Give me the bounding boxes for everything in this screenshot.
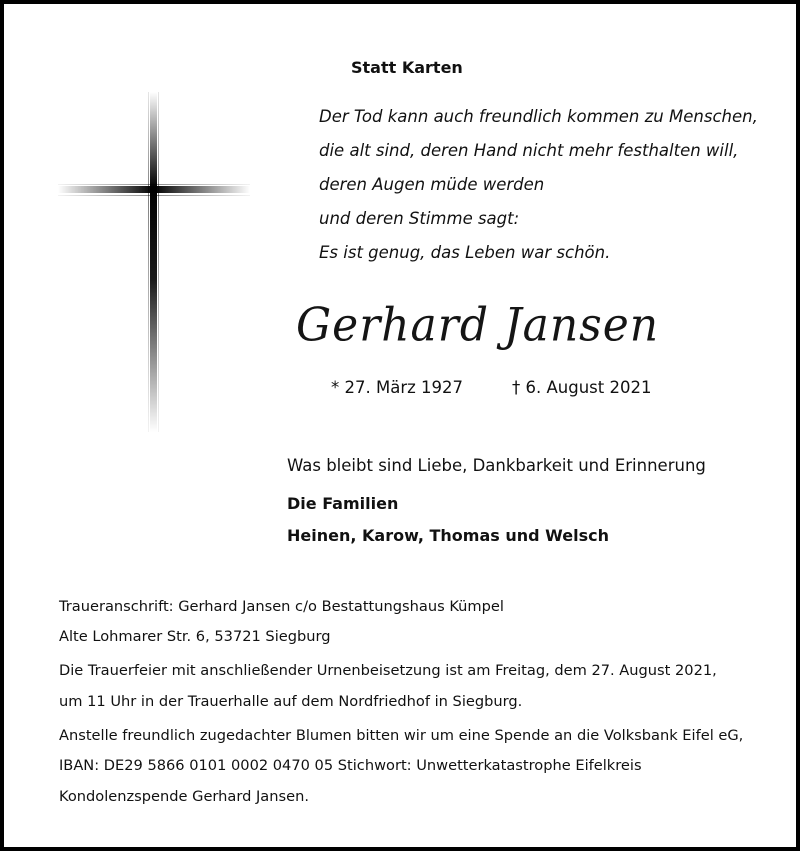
poem-line: die alt sind, deren Hand nicht mehr festhalten will,	[319, 141, 739, 160]
cross-icon	[58, 92, 250, 432]
address-line-2: Alte Lohmarer Str. 6, 53721 Siegburg	[59, 628, 331, 645]
birth-date: * 27. März 1927	[331, 378, 464, 397]
donation-line-2: IBAN: DE29 5866 0101 0002 0470 05 Stichwort: Unwetterkatastrophe Eifelkreis	[59, 757, 642, 774]
remembrance-quote: Was bleibt sind Liebe, Dankbarkeit und Erinnerung	[287, 456, 706, 475]
statt-karten-header: Statt Karten	[351, 58, 463, 77]
donation-line-1: Anstelle freundlich zugedachter Blumen bitten wir um eine Spende an die Volksbank Eifel eG,	[59, 727, 744, 744]
poem-line: und deren Stimme sagt:	[319, 209, 520, 228]
address-line-1: Traueranschrift: Gerhard Jansen c/o Bestattungshaus Kümpel	[59, 598, 504, 615]
deceased-name: Gerhard Jansen	[296, 298, 660, 353]
ceremony-line-2: um 11 Uhr in der Trauerhalle auf dem Nordfriedhof in Siegburg.	[59, 693, 523, 710]
poem-line: deren Augen müde werden	[319, 175, 545, 194]
death-date: † 6. August 2021	[512, 378, 652, 397]
poem-line: Es ist genug, das Leben war schön.	[319, 243, 611, 262]
family-heading: Die Familien	[287, 494, 399, 513]
poem-line: Der Tod kann auch freundlich kommen zu Menschen,	[319, 107, 758, 126]
donation-line-3: Kondolenzspende Gerhard Jansen.	[59, 788, 309, 805]
poem	[319, 100, 758, 270]
family-names: Heinen, Karow, Thomas und Welsch	[287, 526, 609, 545]
ceremony-line-1: Die Trauerfeier mit anschließender Urnenbeisetzung ist am Freitag, dem 27. August 2021,	[59, 662, 717, 679]
